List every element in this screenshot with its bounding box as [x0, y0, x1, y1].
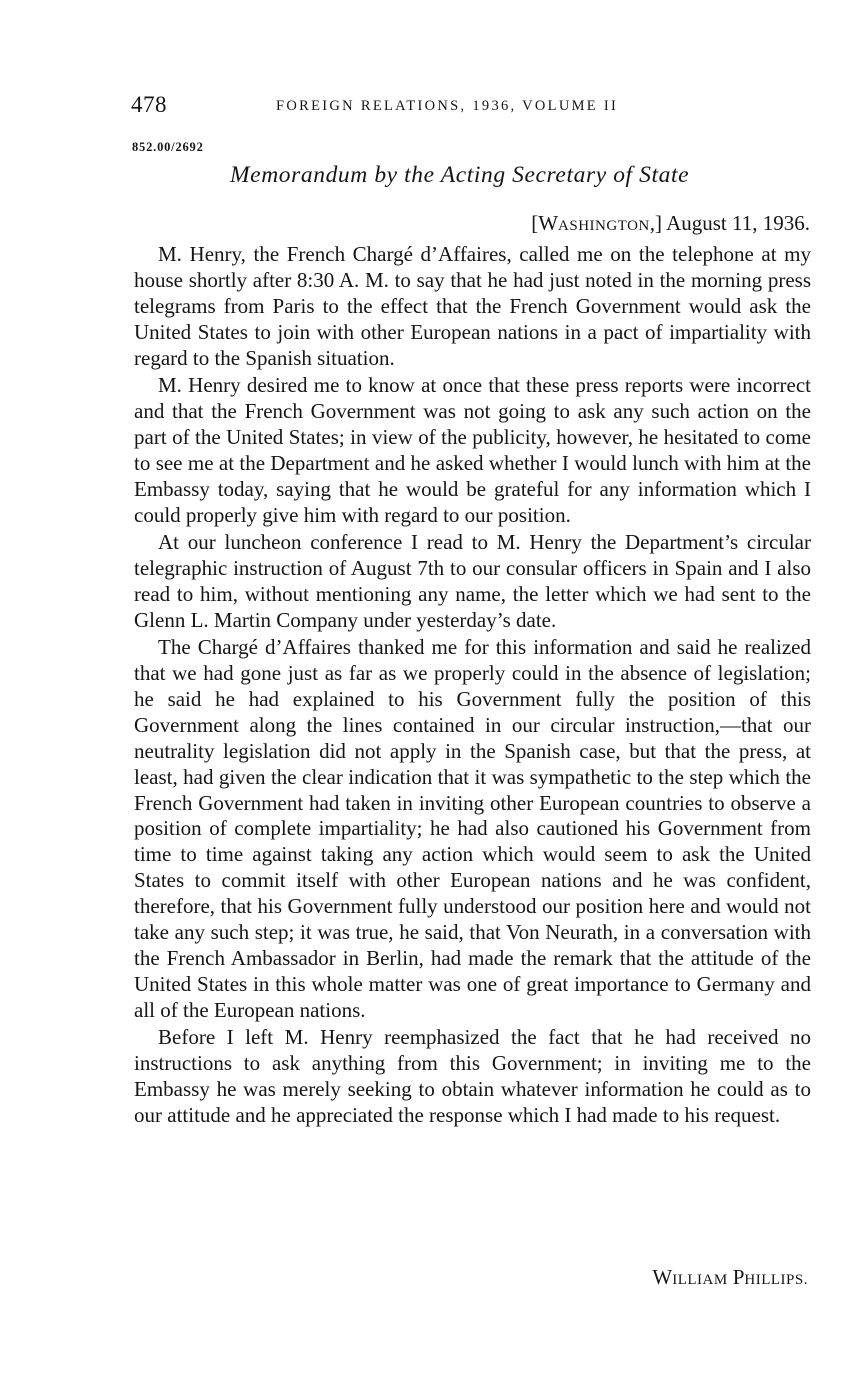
paragraph: M. Henry, the French Chargé d’Affaires, called me on the telephone at my house shortly after 8:30 A. M. to say that he had just noted in the morning press telegrams from Paris to the effect that the French Government would ask the United States to join with other European nations in a pact of impartiality with regard to the Spanish situation. — [134, 242, 811, 370]
paragraph: Before I left M. Henry reemphasized the fact that he had received no instructions to ask anything from this Government; in inviting me to the Embassy he was merely seeking to obtain whatever information he could as to our attitude and he appreciated the response which I had made to his request. — [134, 1025, 811, 1127]
dateline-place-initial: W — [538, 211, 559, 235]
paragraph: M. Henry desired me to know at once that these press reports were incorrect and that the French Government was not going to ask any such action on the part of the United States; in view of the publicity, however, he hesitated to come to see me at the Department and he asked whether I would lunch with him at the Embassy today, saying that he would be grateful for any information which I could properly give him with regard to our position. — [134, 373, 811, 527]
file-number: 852.00/2692 — [132, 140, 204, 154]
dateline — [531, 211, 810, 236]
signature — [652, 1265, 808, 1290]
dateline-bracket-close: ,] — [649, 211, 662, 235]
dateline-place-rest: ASHINGTON — [558, 218, 650, 234]
dateline-bracket-open: [ — [531, 211, 539, 235]
page-number: 478 — [131, 92, 167, 117]
signature-first-initial: W — [652, 1265, 673, 1289]
signature-last-initial: P — [732, 1265, 745, 1289]
paragraph: The Chargé d’Affaires thanked me for this information and said he realized that we had gone just as far as we properly could in the absence of legislation; he said he had explained to his Government fully the position of this Government along the lines contained in our circular instruction,—that our neutrality legislation did not apply in the Spanish case, but that the press, at least, had given the clear indication that it was sympathetic to the step which the French Government had taken in inviting other European countries to observe a position of complete impartiality; he had also cautioned his Government from time to time against taking any action which would seem to ask the United States to commit itself with other European nations and he was confident, therefore, that his Government fully understood our position here and would not take any such step; it was true, he said, that Von Neurath, in a conversation with the French Ambassador in Berlin, had made the remark that the attitude of the United States in this whole matter was one of great importance to Germany and all of the European nations. — [134, 635, 811, 1022]
signature-last-rest: HILLIPS. — [744, 1272, 808, 1288]
paragraph: At our luncheon conference I read to M. Henry the Department’s circular telegraphic instruction of August 7th to our consular officers in Spain and I also read to him, without mentioning any name, the letter which we had sent to the Glenn L. Martin Company under yesterday’s date. — [134, 529, 811, 632]
running-head: FOREIGN RELATIONS, 1936, VOLUME II — [276, 98, 619, 114]
document-title: Memorandum by the Acting Secretary of State — [230, 162, 690, 188]
page-header — [131, 92, 810, 122]
memorandum-body — [134, 242, 811, 1130]
dateline-date: August 11, 1936. — [666, 211, 810, 235]
signature-first-rest: ILLIAM — [672, 1272, 728, 1288]
